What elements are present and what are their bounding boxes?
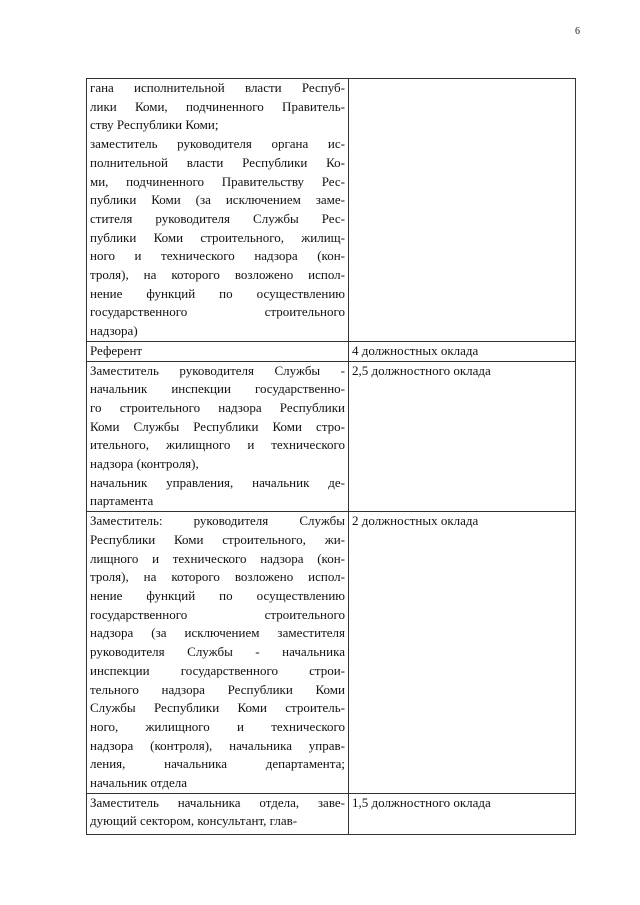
position-text: [90, 362, 345, 512]
table-row: [87, 512, 576, 794]
position-line: надзора (контроля), начальника управ-: [90, 737, 345, 753]
position-cell: [87, 341, 349, 361]
position-cell: [87, 793, 349, 834]
position-line: го строительного надзора Республики: [90, 399, 345, 415]
position-line: надзора): [90, 323, 138, 339]
position-line: ительного, жилищного и технического: [90, 437, 345, 453]
position-line: начальник инспекции государственно-: [90, 381, 345, 397]
position-line: нение функций по осуществлению: [90, 587, 345, 603]
position-line: Референт: [90, 342, 143, 358]
salary-cell: 2,5 должностного оклада: [349, 361, 576, 512]
position-line: дующий сектором, консультант, глав-: [90, 813, 298, 829]
position-line: ми, подчиненного Правительству Рес-: [90, 173, 345, 189]
position-line: гана исполнительной власти Респуб-: [90, 80, 345, 95]
position-line: начальник управления, начальник де-: [90, 474, 345, 490]
position-line: инспекции государственного строи-: [90, 662, 345, 678]
position-cell: [87, 512, 349, 794]
position-line: тельного надзора Республики Коми: [90, 681, 345, 697]
position-line: начальник отдела: [90, 775, 188, 791]
position-line: Заместитель руководителя Службы -: [90, 362, 345, 378]
position-line: троля), на которого возложено испол-: [90, 267, 345, 283]
position-cell: [87, 361, 349, 512]
table-row: [87, 79, 576, 342]
salary-cell: 1,5 должностного оклада: [349, 793, 576, 834]
salary-table: [86, 78, 576, 835]
position-line: публики Коми строительного, жилищ-: [90, 229, 345, 245]
table-row: [87, 793, 576, 834]
position-line: нение функций по осуществлению: [90, 285, 345, 301]
position-line: ного, жилищного и технического: [90, 718, 345, 734]
position-line: ного и технического надзора (кон-: [90, 248, 345, 264]
position-line: лищного и технического надзора (кон-: [90, 550, 345, 566]
position-line: заместитель руководителя органа ис-: [90, 136, 345, 152]
position-line: Коми Службы Республики Коми стро-: [90, 418, 345, 434]
position-line: государственного строительного: [90, 304, 345, 320]
table-row: [87, 341, 576, 361]
position-line: Республики Коми строительного, жи-: [90, 531, 345, 547]
salary-cell: 2 должностных оклада: [349, 512, 576, 794]
position-line: публики Коми (за исключением заме-: [90, 192, 345, 208]
position-text: [90, 342, 345, 361]
page-number: 6: [575, 26, 580, 37]
position-line: лики Коми, подчиненного Правитель-: [90, 98, 345, 114]
position-line: партамента: [90, 493, 154, 509]
position-line: руководителя Службы - начальника: [90, 644, 345, 660]
position-text: [90, 794, 345, 831]
salary-cell: [349, 79, 576, 342]
position-line: государственного строительного: [90, 606, 345, 622]
salary-cell: 4 должностных оклада: [349, 341, 576, 361]
position-line: Заместитель начальника отдела, заве-: [90, 794, 345, 810]
table-row: [87, 361, 576, 512]
position-line: полнительной власти Республики Ко-: [90, 154, 345, 170]
position-line: Службы Республики Коми строитель-: [90, 700, 345, 716]
position-line: ству Республики Коми;: [90, 117, 219, 133]
position-line: троля), на которого возложено испол-: [90, 569, 345, 585]
position-line: Заместитель: руководителя Службы: [90, 513, 345, 529]
position-line: надзора (контроля),: [90, 456, 199, 472]
position-cell: [87, 79, 349, 342]
position-line: надзора (за исключением заместителя: [90, 625, 345, 641]
position-text: [90, 512, 345, 793]
position-line: ления, начальника департамента;: [90, 756, 345, 772]
position-line: стителя руководителя Службы Рес-: [90, 210, 345, 226]
position-text: [90, 79, 345, 341]
